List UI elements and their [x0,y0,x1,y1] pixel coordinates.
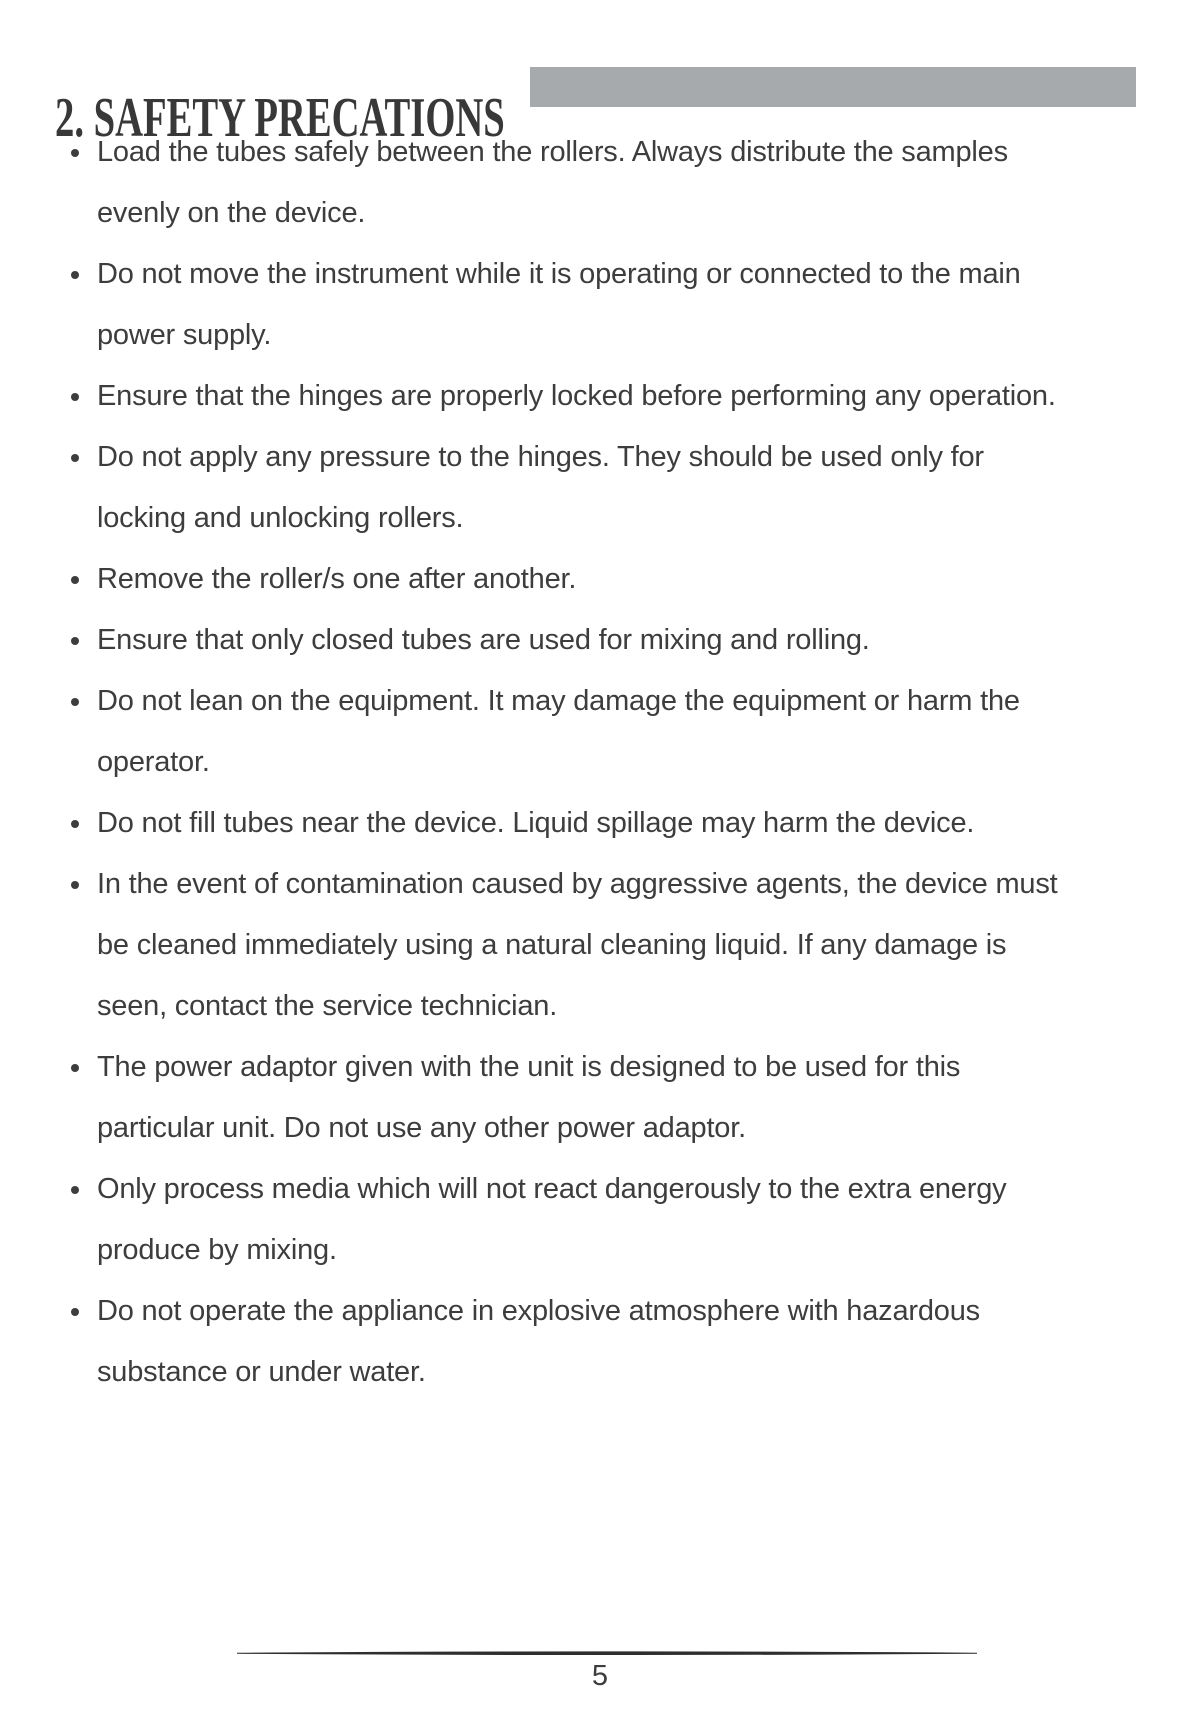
bullet-line: operator. [97,746,210,778]
bullet-line: Do not fill tubes near the device. Liquid spillage may harm the device. [97,807,975,839]
bullet-dot-icon [70,244,97,305]
bullet-dot-icon [70,671,97,732]
bullet-line: In the event of contamination caused by aggressive agents, the device must [97,868,1058,900]
footer-rule [237,1650,977,1657]
bullet-text [97,366,1180,427]
bullet-dot-icon [70,366,97,427]
bullet-dot-icon [70,1281,97,1342]
bullet-text [97,1037,1180,1159]
bullet-dot-icon [70,610,97,671]
bullet-line: locking and unlocking rollers. [97,502,464,534]
bullet-text [97,610,1180,671]
bullet-text [97,549,1180,610]
bullet-dot-icon [70,1037,97,1098]
bullet-line: The power adaptor given with the unit is designed to be used for this [97,1051,961,1083]
bullet-dot-icon [70,793,97,854]
bullet-item [70,854,1180,1037]
bullet-line: produce by mixing. [97,1234,337,1266]
bullet-line: Only process media which will not react dangerously to the extra energy [97,1173,1007,1205]
section-title-bar [530,67,1136,107]
bullet-item [70,793,1180,854]
bullet-text [97,671,1180,793]
bullet-text [97,1159,1180,1281]
bullet-item [70,1037,1180,1159]
bullet-text [97,854,1180,1037]
bullet-item [70,366,1180,427]
bullet-dot-icon [70,427,97,488]
bullet-line: Do not move the instrument while it is operating or connected to the main [97,258,1021,290]
bullet-line: Do not apply any pressure to the hinges. They should be used only for [97,441,984,473]
section-heading: 2. SAFETY PRECATIONS [55,86,505,149]
bullet-text [97,1281,1180,1403]
bullet-line: Ensure that only closed tubes are used for mixing and rolling. [97,624,870,656]
bullet-text [97,427,1180,549]
bullet-item [70,427,1180,549]
bullet-line: Ensure that the hinges are properly locked before performing any operation. [97,380,1056,412]
bullet-list [70,122,1180,1403]
bullet-text [97,122,1180,244]
bullet-item [70,244,1180,366]
bullet-text [97,793,1180,854]
bullet-line: seen, contact the service technician. [97,990,558,1022]
bullet-line: power supply. [97,319,272,351]
bullet-line: be cleaned immediately using a natural cleaning liquid. If any damage is [97,929,1007,961]
bullet-item [70,122,1180,244]
bullet-line: substance or under water. [97,1356,426,1388]
bullet-item [70,671,1180,793]
bullet-dot-icon [70,854,97,915]
bullet-line: particular unit. Do not use any other power adaptor. [97,1112,746,1144]
bullet-item [70,610,1180,671]
bullet-line: Remove the roller/s one after another. [97,563,577,595]
bullet-line: Load the tubes safely between the rollers. Always distribute the samples [97,136,1008,168]
bullet-dot-icon [70,122,97,183]
bullet-text [97,244,1180,366]
page-number: 5 [591,1660,609,1692]
bullet-line: Do not operate the appliance in explosive atmosphere with hazardous [97,1295,980,1327]
bullet-dot-icon [70,1159,97,1220]
bullet-item [70,1159,1180,1281]
bullet-item [70,549,1180,610]
footer-rule-shape [237,1651,977,1655]
bullet-item [70,1281,1180,1403]
bullet-line: Do not lean on the equipment. It may damage the equipment or harm the [97,685,1020,717]
bullet-line: evenly on the device. [97,197,366,229]
bullet-dot-icon [70,549,97,610]
